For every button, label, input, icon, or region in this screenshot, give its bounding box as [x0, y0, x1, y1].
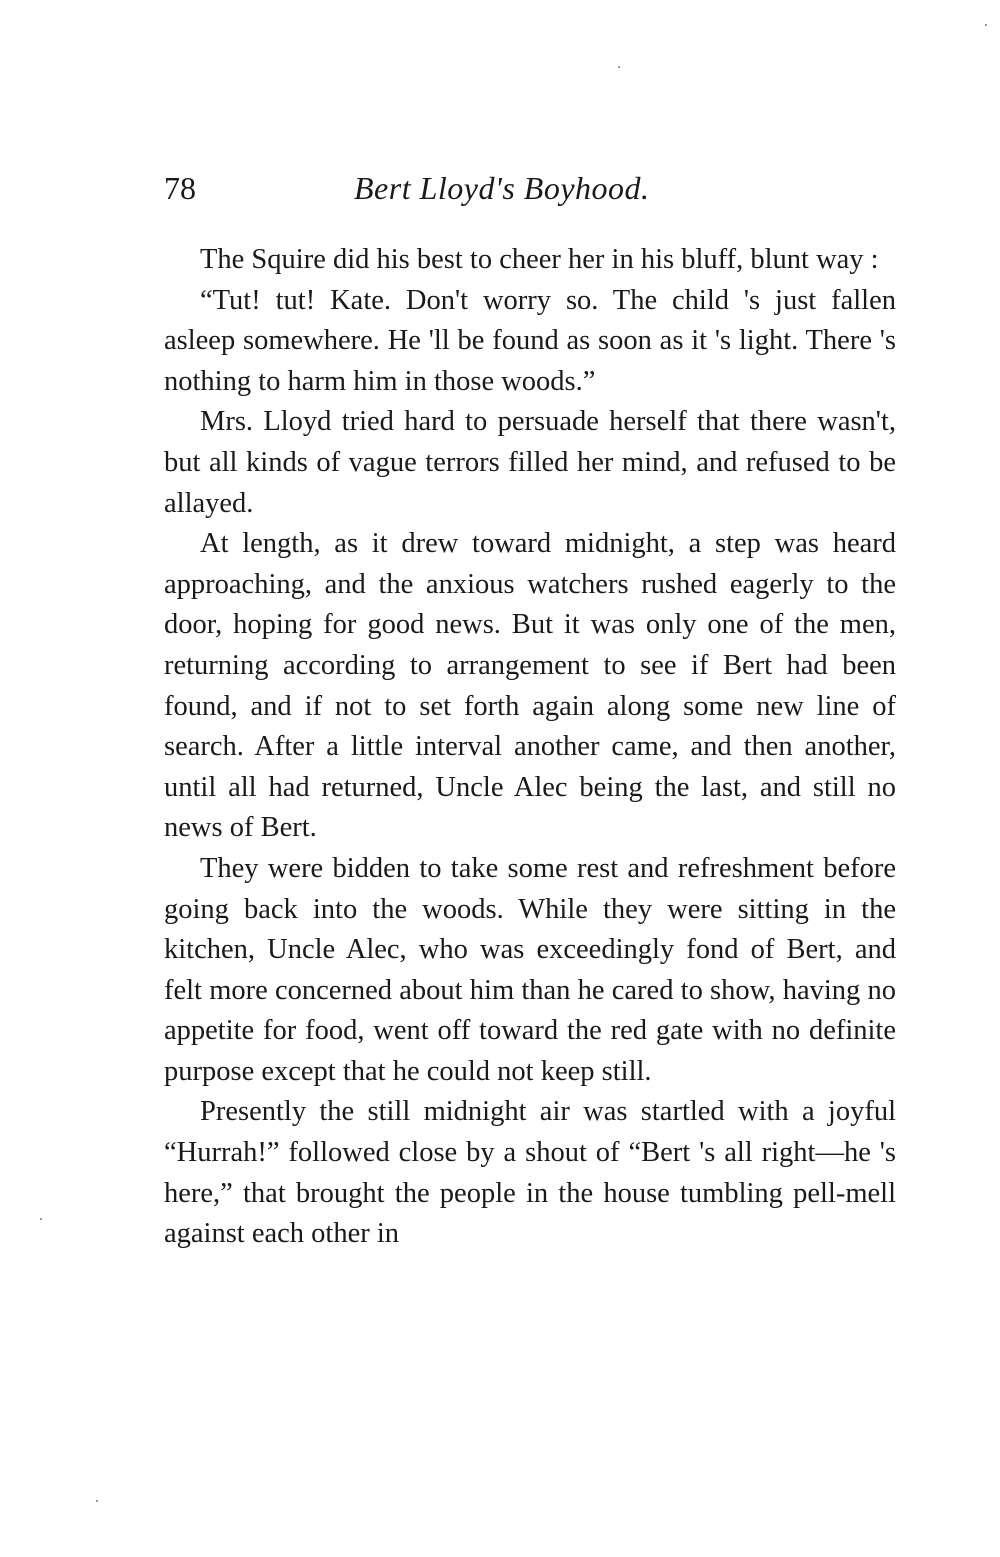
paragraph-presently: Presently the still midnight air was startled with a joyful “Hurrah!” followed close by a shout of “Bert 's all right—he 's here,” that brought the people in the house tumbling pell-mell against each other in: [164, 1096, 896, 1250]
paragraph-tut-tut: “Tut! tut! Kate. Don't worry so. The child 's just fallen asleep somewhere. He 'll be found as soon as it 's light. There 's nothing to harm him in those woods.”: [164, 284, 896, 397]
page-header: [164, 168, 896, 218]
paragraph-squire: The Squire did his best to cheer her in his bluff, blunt way :: [200, 244, 879, 275]
paragraph-mrs-lloyd: Mrs. Lloyd tried hard to persuade herself that there wasn't, but all kinds of vague terrors filled her mind, and refused to be allayed.: [164, 406, 896, 519]
paragraph-bidden: They were bidden to take some rest and refreshment before going back into the woods. While they were sitting in the kitchen, Uncle Alec, who was exceedingly fond of Bert, and felt more concerned about him than he cared to show, having no appetite for food, went off toward the red gate with no definite purpose except that he could not keep still.: [164, 852, 896, 1087]
page-number: 78: [164, 170, 196, 206]
running-title: Bert Lloyd's Boyhood.: [354, 170, 650, 206]
paper-speck: [40, 1218, 42, 1220]
paper-speck: [985, 24, 987, 26]
paper-speck: [618, 66, 620, 68]
paper-speck: [96, 1500, 98, 1502]
paragraph-at-length: At length, as it drew toward midnight, a step was heard approaching, and the anxious watchers rushed eagerly to the door, hoping for good news. But it was only one of the men, returning according to arrangement to see if Bert had been found, and if not to set forth again along some new line of search. After a little interval another came, and then another, until all had returned, Uncle Alec being the last, and still no news of Bert.: [164, 528, 896, 844]
body-text: [164, 240, 896, 1255]
